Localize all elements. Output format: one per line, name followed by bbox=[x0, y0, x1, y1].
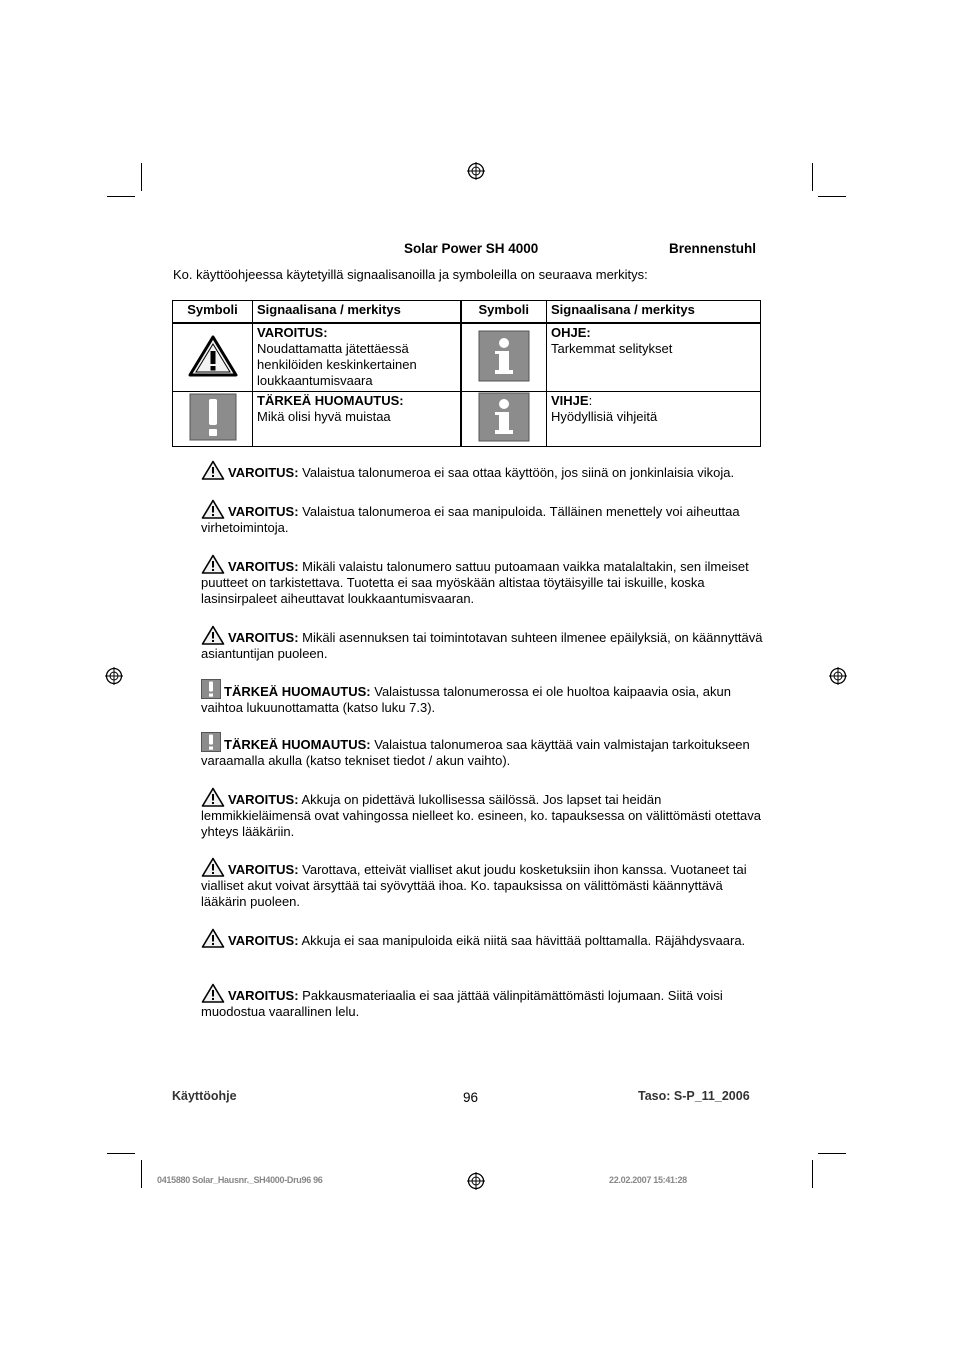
signal-word: VIHJE bbox=[551, 393, 589, 408]
warning-triangle-icon bbox=[201, 983, 225, 1003]
exclamation-box-icon bbox=[201, 732, 221, 752]
signal-word: OHJE: bbox=[551, 325, 591, 340]
signal-word: VAROITUS: bbox=[257, 325, 328, 340]
signal-word: TÄRKEÄ HUOMAUTUS: bbox=[257, 393, 404, 408]
info-icon bbox=[478, 392, 530, 442]
meaning-cell bbox=[253, 323, 461, 392]
note-warning bbox=[201, 554, 771, 607]
note-label: TÄRKEÄ HUOMAUTUS: bbox=[224, 684, 371, 699]
symbol-cell bbox=[461, 392, 547, 447]
note-important bbox=[201, 679, 771, 716]
meaning-cell bbox=[547, 392, 761, 447]
warning-triangle-icon bbox=[201, 787, 225, 807]
signal-meaning: Noudattamatta jätettäessä henkilöiden keskinkertainen loukkaantumisvaara bbox=[257, 341, 417, 388]
note-text: Valaistua talonumeroa ei saa ottaa käyttöön, jos siinä on jonkinlaisia vikoja. bbox=[302, 465, 735, 480]
column-header: Symboli bbox=[173, 301, 253, 324]
note-text: Mikäli valaistu talonumero sattuu putoamaan vaikka matalaltakin, sen ilmeiset puutteet on tarkistettava. Tuotetta ei saa myöskään altistaa töytäisyille tai iskuille, koska lasinsirpaleet aiheuttavat loukkaantumisvaaran. bbox=[201, 559, 749, 606]
warning-triangle-icon bbox=[201, 928, 225, 948]
print-slug-file: 0415880 Solar_Hausnr._SH4000-Dru96 96 bbox=[157, 1175, 323, 1185]
note-label: VAROITUS: bbox=[228, 504, 299, 519]
crop-mark bbox=[812, 1160, 813, 1188]
column-header: Signaalisana / merkitys bbox=[547, 301, 761, 324]
registration-mark-icon bbox=[467, 1172, 485, 1190]
note-label: VAROITUS: bbox=[228, 559, 299, 574]
note-warning bbox=[201, 625, 771, 662]
warning-triangle-icon bbox=[201, 460, 225, 480]
table-row bbox=[173, 323, 761, 392]
note-label: VAROITUS: bbox=[228, 988, 299, 1003]
note-warning bbox=[201, 460, 771, 481]
info-icon bbox=[478, 330, 530, 382]
signal-word-suffix: : bbox=[588, 393, 593, 408]
symbol-cell bbox=[173, 392, 253, 447]
header-product: Solar Power SH 4000 bbox=[404, 241, 539, 256]
page-number: 96 bbox=[463, 1090, 479, 1105]
note-label: VAROITUS: bbox=[228, 862, 299, 877]
registration-mark-icon bbox=[467, 162, 485, 180]
footer-right: Taso: S-P_11_2006 bbox=[638, 1089, 750, 1103]
note-label: VAROITUS: bbox=[228, 465, 299, 480]
note-label: VAROITUS: bbox=[228, 630, 299, 645]
warning-triangle-icon bbox=[187, 334, 239, 378]
print-slug-date: 22.02.2007 15:41:28 bbox=[609, 1175, 687, 1185]
note-label: VAROITUS: bbox=[228, 792, 299, 807]
warning-triangle-icon bbox=[201, 554, 225, 574]
crop-mark bbox=[141, 163, 142, 191]
note-text: Akkuja ei saa manipuloida eikä niitä saa hävittää polttamalla. Räjähdysvaara. bbox=[301, 933, 746, 948]
note-warning bbox=[201, 857, 771, 910]
note-warning bbox=[201, 928, 771, 949]
column-header: Symboli bbox=[461, 301, 547, 324]
crop-mark bbox=[818, 1153, 846, 1154]
exclamation-box-icon bbox=[201, 679, 221, 699]
table-row bbox=[173, 392, 761, 447]
crop-mark bbox=[812, 163, 813, 191]
meaning-cell bbox=[253, 392, 461, 447]
note-text: Valaistua talonumeroa saa käyttää vain valmistajan tarkoitukseen varaamalla akulla (katso tekniset tiedot / akun vaihto). bbox=[201, 737, 750, 768]
note-text: Pakkausmateriaalia ei saa jättää välinpitämättömästi lojumaan. Siitä voisi muodostua vaarallinen lelu. bbox=[201, 988, 723, 1019]
footer-left: Käyttöohje bbox=[172, 1089, 237, 1103]
note-text: Varottava, etteivät vialliset akut joudu kosketuksiin ihon kanssa. Vuotaneet tai vialliset akut voivat ärsyttää tai syövyttää ihoa. Ko. tapauksissa on välittömästi käännyttävä lääkärin puoleen. bbox=[201, 862, 747, 909]
warning-triangle-icon bbox=[201, 625, 225, 645]
registration-mark-icon bbox=[829, 667, 847, 685]
symbol-cell bbox=[173, 323, 253, 392]
warning-triangle-icon bbox=[201, 499, 225, 519]
note-text: Valaistua talonumeroa ei saa manipuloida. Tälläinen menettely voi aiheuttaa virhetoimintoja. bbox=[201, 504, 740, 535]
table-header-row bbox=[173, 301, 761, 324]
note-text: Mikäli asennuksen tai toimintotavan suhteen ilmenee epäilyksiä, on käännyttävä asiantuntijan puoleen. bbox=[201, 630, 763, 661]
note-label: TÄRKEÄ HUOMAUTUS: bbox=[224, 737, 371, 752]
registration-mark-icon bbox=[105, 667, 123, 685]
header-brand: Brennenstuhl bbox=[669, 241, 757, 256]
note-warning bbox=[201, 983, 771, 1020]
warning-triangle-icon bbox=[201, 857, 225, 877]
intro-text: Ko. käyttöohjeessa käytetyillä signaalisanoilla ja symboleilla on seuraava merkitys: bbox=[173, 267, 648, 282]
signal-meaning: Mikä olisi hyvä muistaa bbox=[257, 409, 391, 424]
meaning-cell bbox=[547, 323, 761, 392]
signal-meaning: Tarkemmat selitykset bbox=[551, 341, 673, 356]
crop-mark bbox=[141, 1160, 142, 1188]
note-warning bbox=[201, 499, 771, 536]
crop-mark bbox=[107, 196, 135, 197]
crop-mark bbox=[107, 1153, 135, 1154]
signal-meaning: Hyödyllisiä vihjeitä bbox=[551, 409, 658, 424]
symbol-cell bbox=[461, 323, 547, 392]
exclamation-box-icon bbox=[189, 393, 237, 441]
note-important bbox=[201, 732, 771, 769]
note-warning bbox=[201, 787, 771, 840]
note-label: VAROITUS: bbox=[228, 933, 299, 948]
note-text: Akkuja on pidettävä lukollisessa säilössä. Jos lapset tai heidän lemmikkieläimensä ovat vahingossa nielleet ko. esineen, ko. tapauksessa on välittömästi otettava yhteys lääkäriin. bbox=[201, 792, 762, 839]
symbol-table bbox=[172, 300, 761, 447]
note-text: Valaistussa talonumerossa ei ole huoltoa kaipaavia osia, akun vaihtoa lukuunottamatta (katso luku 7.3). bbox=[201, 684, 731, 715]
column-header: Signaalisana / merkitys bbox=[253, 301, 461, 324]
crop-mark bbox=[818, 196, 846, 197]
